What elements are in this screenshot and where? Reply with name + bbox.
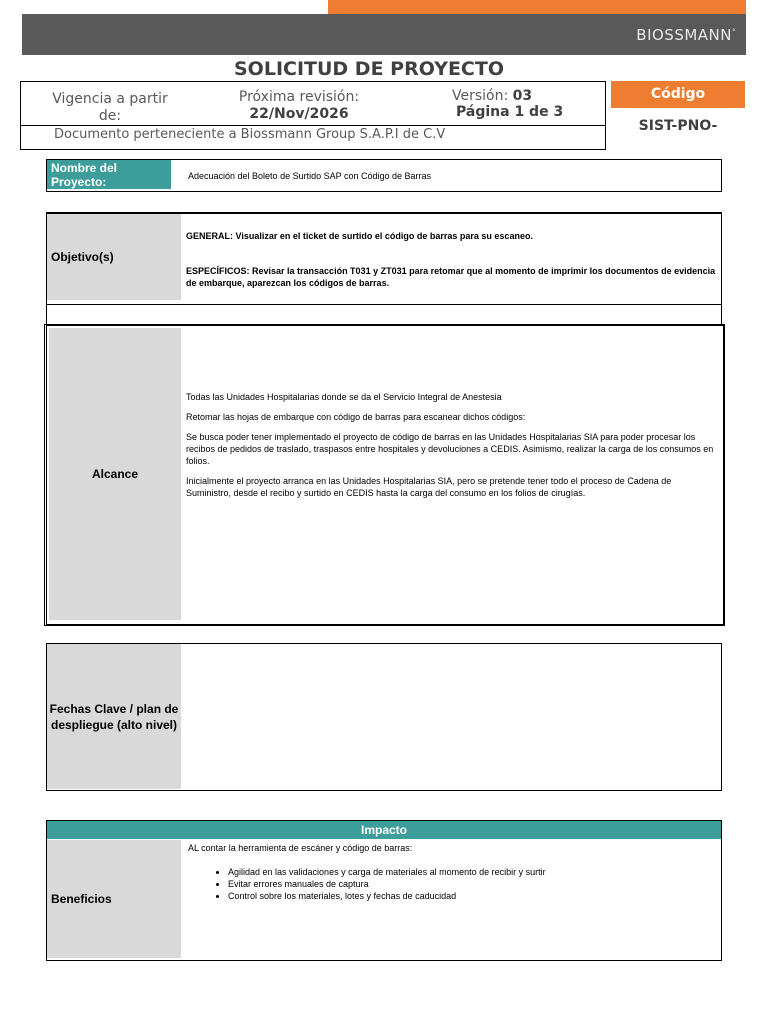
- benefits-label: Beneficios: [47, 840, 181, 958]
- spacer-row: [46, 304, 722, 326]
- benefits-list: [188, 866, 718, 902]
- objective-specific: ESPECÍFICOS: Revisar la transacción T031 y ZT031 para retomar que al momento de imprimir los documentos de evidencia de embarque, aparezcan los códigos de barras.: [186, 266, 716, 288]
- version: [452, 88, 532, 104]
- list-item: • Agilidad en las validaciones y carga de materiales al momento de recibir y surtir: [228, 866, 718, 878]
- impact-header: Impacto: [47, 821, 721, 839]
- vigencia-label: Vigencia a partir de:: [52, 91, 168, 124]
- scope-paragraph: Se busca poder tener implementado el proyecto de código de barras en las Unidades Hospitalarias SIA para poder procesar los recibos de pedidos de traslado, traspasos entre hospitales y devoluciones a CEDIS. Asimismo, realizar la carga de los consumos en folios.: [186, 432, 714, 466]
- scope-paragraph: Todas las Unidades Hospitalarias donde se da el Servicio Integral de Anestesia: [186, 392, 502, 402]
- ownership-note: Documento perteneciente a Biossmann Group S.A.P.I de C.V: [54, 127, 446, 142]
- brand-logo: BIOSSMANN°: [636, 26, 736, 44]
- project-name-label: Nombre del Proyecto:: [47, 160, 171, 189]
- scope-paragraph: Retomar las hojas de embarque con código de barras para escanear dichos códigos:: [186, 412, 526, 422]
- scope-content: [186, 391, 716, 507]
- scope-label: Alcance: [49, 328, 181, 620]
- meta-divider: [20, 125, 606, 126]
- benefits-content: [188, 842, 718, 902]
- objectives-label: Objetivo(s): [47, 214, 181, 300]
- codigo-value: SIST-PNO-: [638, 118, 718, 134]
- proxima-value: 22/Nov/2026: [249, 106, 349, 122]
- list-item: • Control sobre los materiales, lotes y fechas de caducidad: [228, 890, 718, 902]
- codigo-label: Código: [611, 81, 745, 108]
- key-dates-label: Fechas Clave / plan de despliegue (alto nivel): [47, 644, 181, 789]
- scope-paragraph: Inicialmente el proyecto arranca en las Unidades Hospitalarias SIA, pero se pretende tener todo el proceso de Cadena de Suministro, desde el recibo y surtido en CEDIS hasta la carga del consumo en los folios de cirugías.: [186, 476, 672, 498]
- document-title: SOLICITUD DE PROYECTO: [234, 58, 504, 80]
- objective-general: GENERAL: Visualizar en el ticket de surtido el código de barras para su escaneo.: [186, 231, 533, 241]
- project-name-value: Adecuación del Boleto de Surtido SAP con Código de Barras: [188, 171, 431, 181]
- benefits-intro: AL contar la herramienta de escáner y código de barras:: [188, 843, 413, 853]
- version-label: Versión:: [452, 88, 509, 104]
- proxima-label: Próxima revisión:: [238, 89, 360, 105]
- proxima-revision: [222, 89, 376, 123]
- page-indicator: Página 1 de 3: [456, 104, 564, 120]
- version-value: 03: [512, 88, 533, 104]
- list-item: • Evitar errores manuales de captura: [228, 878, 718, 890]
